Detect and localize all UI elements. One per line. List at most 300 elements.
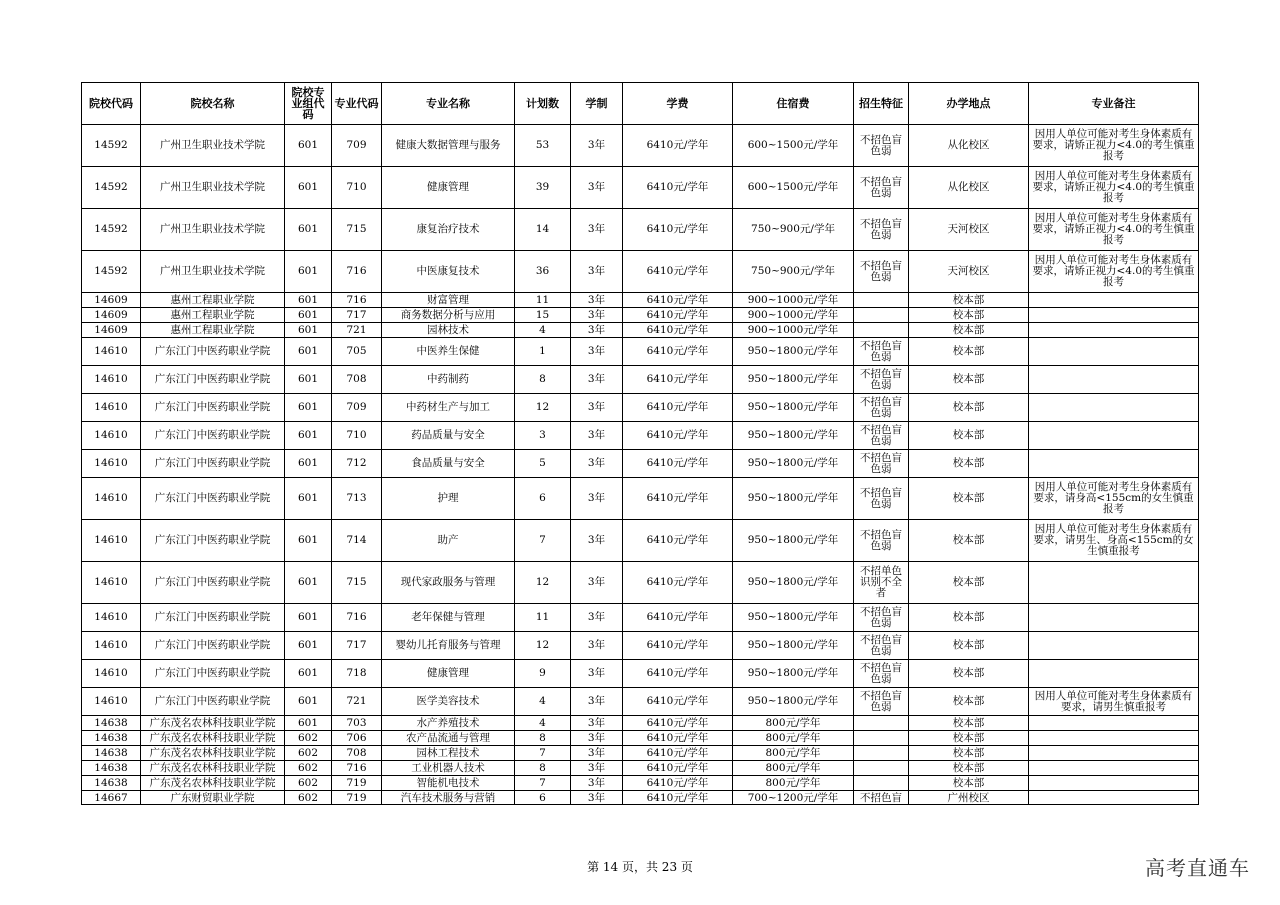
tuition-cell: 6410元/学年 bbox=[623, 761, 733, 776]
major-code-cell: 716 bbox=[332, 251, 382, 293]
campus-cell: 从化校区 bbox=[909, 125, 1029, 167]
tuition-cell: 6410元/学年 bbox=[623, 366, 733, 394]
group-code-cell: 601 bbox=[285, 167, 332, 209]
major-note-cell bbox=[1029, 761, 1199, 776]
admission-feature-cell: 不招色盲色弱 bbox=[854, 209, 909, 251]
group-code-cell: 601 bbox=[285, 394, 332, 422]
plan-count-cell: 8 bbox=[515, 761, 571, 776]
campus-cell: 校本部 bbox=[909, 688, 1029, 716]
admission-feature-cell: 不招色盲色弱 bbox=[854, 338, 909, 366]
table-row bbox=[82, 746, 1199, 761]
duration-cell: 3年 bbox=[571, 660, 623, 688]
header-cell: 专业备注 bbox=[1029, 83, 1199, 125]
major-name-cell: 智能机电技术 bbox=[382, 776, 515, 791]
group-code-cell: 601 bbox=[285, 308, 332, 323]
admission-feature-cell bbox=[854, 323, 909, 338]
group-code-cell: 601 bbox=[285, 688, 332, 716]
school-code-cell: 14610 bbox=[82, 632, 141, 660]
school-code-cell: 14610 bbox=[82, 422, 141, 450]
dorm-fee-cell: 600~1500元/学年 bbox=[733, 125, 854, 167]
plan-count-cell: 1 bbox=[515, 338, 571, 366]
admission-feature-cell bbox=[854, 716, 909, 731]
dorm-fee-cell: 950~1800元/学年 bbox=[733, 478, 854, 520]
tuition-cell: 6410元/学年 bbox=[623, 450, 733, 478]
school-name-cell: 广州卫生职业技术学院 bbox=[141, 209, 285, 251]
dorm-fee-cell: 750~900元/学年 bbox=[733, 209, 854, 251]
tuition-cell: 6410元/学年 bbox=[623, 338, 733, 366]
table-row bbox=[82, 791, 1199, 805]
table-header-row bbox=[82, 83, 1199, 125]
dorm-fee-cell: 950~1800元/学年 bbox=[733, 520, 854, 562]
table-row bbox=[82, 323, 1199, 338]
campus-cell: 校本部 bbox=[909, 450, 1029, 478]
plan-count-cell: 11 bbox=[515, 604, 571, 632]
school-name-cell: 广东江门中医药职业学院 bbox=[141, 632, 285, 660]
group-code-cell: 602 bbox=[285, 731, 332, 746]
tuition-cell: 6410元/学年 bbox=[623, 791, 733, 805]
group-code-cell: 601 bbox=[285, 323, 332, 338]
school-name-cell: 广东茂名农林科技职业学院 bbox=[141, 761, 285, 776]
admission-feature-cell: 不招色盲 bbox=[854, 791, 909, 805]
school-name-cell: 广州卫生职业技术学院 bbox=[141, 251, 285, 293]
table-row bbox=[82, 716, 1199, 731]
campus-cell: 校本部 bbox=[909, 478, 1029, 520]
plan-count-cell: 11 bbox=[515, 293, 571, 308]
major-code-cell: 708 bbox=[332, 366, 382, 394]
tuition-cell: 6410元/学年 bbox=[623, 422, 733, 450]
major-code-cell: 717 bbox=[332, 308, 382, 323]
major-note-cell bbox=[1029, 422, 1199, 450]
major-name-cell: 中药制药 bbox=[382, 366, 515, 394]
dorm-fee-cell: 950~1800元/学年 bbox=[733, 338, 854, 366]
duration-cell: 3年 bbox=[571, 308, 623, 323]
admission-feature-cell: 不招色盲色弱 bbox=[854, 125, 909, 167]
group-code-cell: 602 bbox=[285, 791, 332, 805]
admission-feature-cell: 不招色盲色弱 bbox=[854, 450, 909, 478]
campus-cell: 校本部 bbox=[909, 776, 1029, 791]
school-name-cell: 广东江门中医药职业学院 bbox=[141, 422, 285, 450]
plan-count-cell: 12 bbox=[515, 632, 571, 660]
group-code-cell: 601 bbox=[285, 632, 332, 660]
plan-count-cell: 6 bbox=[515, 791, 571, 805]
header-cell: 院校专业组代码 bbox=[285, 83, 332, 125]
campus-cell: 校本部 bbox=[909, 422, 1029, 450]
major-name-cell: 农产品流通与管理 bbox=[382, 731, 515, 746]
campus-cell: 天河校区 bbox=[909, 251, 1029, 293]
major-note-cell bbox=[1029, 660, 1199, 688]
dorm-fee-cell: 900~1000元/学年 bbox=[733, 293, 854, 308]
school-code-cell: 14592 bbox=[82, 167, 141, 209]
major-name-cell: 药品质量与安全 bbox=[382, 422, 515, 450]
plan-count-cell: 3 bbox=[515, 422, 571, 450]
major-code-cell: 710 bbox=[332, 422, 382, 450]
duration-cell: 3年 bbox=[571, 632, 623, 660]
duration-cell: 3年 bbox=[571, 791, 623, 805]
group-code-cell: 601 bbox=[285, 209, 332, 251]
major-note-cell bbox=[1029, 776, 1199, 791]
admission-feature-cell: 不招色盲色弱 bbox=[854, 422, 909, 450]
tuition-cell: 6410元/学年 bbox=[623, 209, 733, 251]
admission-feature-cell: 不招色盲色弱 bbox=[854, 251, 909, 293]
major-note-cell bbox=[1029, 308, 1199, 323]
tuition-cell: 6410元/学年 bbox=[623, 776, 733, 791]
table-row bbox=[82, 688, 1199, 716]
admission-feature-cell bbox=[854, 308, 909, 323]
major-name-cell: 医学美容技术 bbox=[382, 688, 515, 716]
admission-feature-cell bbox=[854, 776, 909, 791]
group-code-cell: 601 bbox=[285, 716, 332, 731]
dorm-fee-cell: 900~1000元/学年 bbox=[733, 308, 854, 323]
campus-cell: 校本部 bbox=[909, 746, 1029, 761]
plan-count-cell: 6 bbox=[515, 478, 571, 520]
major-code-cell: 708 bbox=[332, 746, 382, 761]
group-code-cell: 601 bbox=[285, 422, 332, 450]
major-code-cell: 721 bbox=[332, 323, 382, 338]
tuition-cell: 6410元/学年 bbox=[623, 731, 733, 746]
header-cell: 院校名称 bbox=[141, 83, 285, 125]
major-name-cell: 婴幼儿托育服务与管理 bbox=[382, 632, 515, 660]
admission-feature-cell bbox=[854, 761, 909, 776]
major-note-cell bbox=[1029, 604, 1199, 632]
table-row bbox=[82, 761, 1199, 776]
tuition-cell: 6410元/学年 bbox=[623, 308, 733, 323]
school-code-cell: 14592 bbox=[82, 251, 141, 293]
major-name-cell: 现代家政服务与管理 bbox=[382, 562, 515, 604]
campus-cell: 校本部 bbox=[909, 308, 1029, 323]
campus-cell: 校本部 bbox=[909, 660, 1029, 688]
duration-cell: 3年 bbox=[571, 776, 623, 791]
tuition-cell: 6410元/学年 bbox=[623, 167, 733, 209]
major-code-cell: 714 bbox=[332, 520, 382, 562]
admission-feature-cell: 不招色盲色弱 bbox=[854, 632, 909, 660]
table-row bbox=[82, 125, 1199, 167]
school-name-cell: 广东江门中医药职业学院 bbox=[141, 366, 285, 394]
duration-cell: 3年 bbox=[571, 562, 623, 604]
group-code-cell: 601 bbox=[285, 251, 332, 293]
header-cell: 招生特征 bbox=[854, 83, 909, 125]
dorm-fee-cell: 800元/学年 bbox=[733, 731, 854, 746]
major-note-cell: 因用人单位可能对考生身体素质有要求，请矫正视力<4.0的考生慎重报考 bbox=[1029, 167, 1199, 209]
header-cell: 计划数 bbox=[515, 83, 571, 125]
plan-count-cell: 15 bbox=[515, 308, 571, 323]
school-name-cell: 惠州工程职业学院 bbox=[141, 308, 285, 323]
school-code-cell: 14610 bbox=[82, 338, 141, 366]
duration-cell: 3年 bbox=[571, 478, 623, 520]
dorm-fee-cell: 950~1800元/学年 bbox=[733, 604, 854, 632]
school-name-cell: 惠州工程职业学院 bbox=[141, 323, 285, 338]
group-code-cell: 601 bbox=[285, 478, 332, 520]
campus-cell: 校本部 bbox=[909, 562, 1029, 604]
duration-cell: 3年 bbox=[571, 746, 623, 761]
table-row bbox=[82, 308, 1199, 323]
plan-count-cell: 39 bbox=[515, 167, 571, 209]
duration-cell: 3年 bbox=[571, 761, 623, 776]
major-name-cell: 健康管理 bbox=[382, 167, 515, 209]
tuition-cell: 6410元/学年 bbox=[623, 293, 733, 308]
duration-cell: 3年 bbox=[571, 688, 623, 716]
plan-count-cell: 7 bbox=[515, 776, 571, 791]
table-row bbox=[82, 660, 1199, 688]
table-row bbox=[82, 478, 1199, 520]
plan-count-cell: 4 bbox=[515, 688, 571, 716]
major-name-cell: 老年保健与管理 bbox=[382, 604, 515, 632]
page-number: 第 14 页，共 23 页 bbox=[587, 860, 693, 874]
major-name-cell: 中药材生产与加工 bbox=[382, 394, 515, 422]
admission-feature-cell: 不招色盲色弱 bbox=[854, 167, 909, 209]
major-note-cell bbox=[1029, 293, 1199, 308]
duration-cell: 3年 bbox=[571, 450, 623, 478]
duration-cell: 3年 bbox=[571, 323, 623, 338]
school-name-cell: 广东江门中医药职业学院 bbox=[141, 478, 285, 520]
dorm-fee-cell: 900~1000元/学年 bbox=[733, 323, 854, 338]
campus-cell: 校本部 bbox=[909, 604, 1029, 632]
major-code-cell: 715 bbox=[332, 562, 382, 604]
school-code-cell: 14609 bbox=[82, 323, 141, 338]
table-row bbox=[82, 338, 1199, 366]
group-code-cell: 601 bbox=[285, 604, 332, 632]
school-name-cell: 广东江门中医药职业学院 bbox=[141, 660, 285, 688]
tuition-cell: 6410元/学年 bbox=[623, 478, 733, 520]
watermark-logo-text: 高考直通车 bbox=[1145, 856, 1250, 880]
duration-cell: 3年 bbox=[571, 366, 623, 394]
table-row bbox=[82, 394, 1199, 422]
campus-cell: 校本部 bbox=[909, 293, 1029, 308]
school-name-cell: 广东茂名农林科技职业学院 bbox=[141, 776, 285, 791]
dorm-fee-cell: 750~900元/学年 bbox=[733, 251, 854, 293]
plan-count-cell: 36 bbox=[515, 251, 571, 293]
major-name-cell: 水产养殖技术 bbox=[382, 716, 515, 731]
tuition-cell: 6410元/学年 bbox=[623, 746, 733, 761]
tuition-cell: 6410元/学年 bbox=[623, 562, 733, 604]
group-code-cell: 602 bbox=[285, 761, 332, 776]
plan-count-cell: 9 bbox=[515, 660, 571, 688]
dorm-fee-cell: 950~1800元/学年 bbox=[733, 660, 854, 688]
major-code-cell: 713 bbox=[332, 478, 382, 520]
group-code-cell: 601 bbox=[285, 293, 332, 308]
campus-cell: 校本部 bbox=[909, 394, 1029, 422]
major-name-cell: 汽车技术服务与营销 bbox=[382, 791, 515, 805]
dorm-fee-cell: 800元/学年 bbox=[733, 761, 854, 776]
major-note-cell bbox=[1029, 746, 1199, 761]
admission-feature-cell: 不招色盲色弱 bbox=[854, 478, 909, 520]
admission-feature-cell: 不招色盲色弱 bbox=[854, 520, 909, 562]
duration-cell: 3年 bbox=[571, 338, 623, 366]
major-name-cell: 健康管理 bbox=[382, 660, 515, 688]
dorm-fee-cell: 800元/学年 bbox=[733, 746, 854, 761]
school-code-cell: 14667 bbox=[82, 791, 141, 805]
school-name-cell: 广东茂名农林科技职业学院 bbox=[141, 716, 285, 731]
table-row bbox=[82, 293, 1199, 308]
major-note-cell: 因用人单位可能对考生身体素质有要求，请男生、身高<155cm的女生慎重报考 bbox=[1029, 520, 1199, 562]
admission-feature-cell bbox=[854, 293, 909, 308]
table-row bbox=[82, 632, 1199, 660]
table-row bbox=[82, 209, 1199, 251]
admission-feature-cell bbox=[854, 731, 909, 746]
header-cell: 学制 bbox=[571, 83, 623, 125]
campus-cell: 从化校区 bbox=[909, 167, 1029, 209]
major-name-cell: 护理 bbox=[382, 478, 515, 520]
major-name-cell: 园林技术 bbox=[382, 323, 515, 338]
major-name-cell: 助产 bbox=[382, 520, 515, 562]
major-note-cell: 因用人单位可能对考生身体素质有要求，请矫正视力<4.0的考生慎重报考 bbox=[1029, 209, 1199, 251]
school-code-cell: 14610 bbox=[82, 688, 141, 716]
campus-cell: 校本部 bbox=[909, 323, 1029, 338]
table-row bbox=[82, 251, 1199, 293]
major-name-cell: 工业机器人技术 bbox=[382, 761, 515, 776]
header-cell: 住宿费 bbox=[733, 83, 854, 125]
group-code-cell: 601 bbox=[285, 562, 332, 604]
school-name-cell: 广东江门中医药职业学院 bbox=[141, 450, 285, 478]
plan-count-cell: 53 bbox=[515, 125, 571, 167]
table-row bbox=[82, 450, 1199, 478]
dorm-fee-cell: 950~1800元/学年 bbox=[733, 562, 854, 604]
duration-cell: 3年 bbox=[571, 209, 623, 251]
major-name-cell: 中医养生保健 bbox=[382, 338, 515, 366]
admission-feature-cell: 不招色盲色弱 bbox=[854, 688, 909, 716]
major-name-cell: 康复治疗技术 bbox=[382, 209, 515, 251]
school-name-cell: 广州卫生职业技术学院 bbox=[141, 167, 285, 209]
tuition-cell: 6410元/学年 bbox=[623, 125, 733, 167]
major-note-cell bbox=[1029, 338, 1199, 366]
group-code-cell: 601 bbox=[285, 366, 332, 394]
school-code-cell: 14610 bbox=[82, 660, 141, 688]
header-cell: 办学地点 bbox=[909, 83, 1029, 125]
school-code-cell: 14610 bbox=[82, 520, 141, 562]
dorm-fee-cell: 950~1800元/学年 bbox=[733, 422, 854, 450]
major-code-cell: 716 bbox=[332, 761, 382, 776]
duration-cell: 3年 bbox=[571, 167, 623, 209]
campus-cell: 校本部 bbox=[909, 632, 1029, 660]
major-code-cell: 709 bbox=[332, 125, 382, 167]
plan-count-cell: 5 bbox=[515, 450, 571, 478]
duration-cell: 3年 bbox=[571, 604, 623, 632]
school-code-cell: 14610 bbox=[82, 478, 141, 520]
school-name-cell: 广东江门中医药职业学院 bbox=[141, 688, 285, 716]
duration-cell: 3年 bbox=[571, 251, 623, 293]
major-code-cell: 709 bbox=[332, 394, 382, 422]
major-note-cell bbox=[1029, 716, 1199, 731]
plan-count-cell: 4 bbox=[515, 323, 571, 338]
group-code-cell: 601 bbox=[285, 125, 332, 167]
major-code-cell: 715 bbox=[332, 209, 382, 251]
admission-feature-cell: 不招色盲色弱 bbox=[854, 366, 909, 394]
group-code-cell: 601 bbox=[285, 338, 332, 366]
tuition-cell: 6410元/学年 bbox=[623, 688, 733, 716]
major-code-cell: 717 bbox=[332, 632, 382, 660]
campus-cell: 校本部 bbox=[909, 731, 1029, 746]
campus-cell: 校本部 bbox=[909, 716, 1029, 731]
tuition-cell: 6410元/学年 bbox=[623, 323, 733, 338]
duration-cell: 3年 bbox=[571, 125, 623, 167]
header-cell: 院校代码 bbox=[82, 83, 141, 125]
plan-count-cell: 7 bbox=[515, 746, 571, 761]
dorm-fee-cell: 800元/学年 bbox=[733, 776, 854, 791]
major-code-cell: 706 bbox=[332, 731, 382, 746]
major-note-cell bbox=[1029, 632, 1199, 660]
table-row bbox=[82, 776, 1199, 791]
school-name-cell: 广东江门中医药职业学院 bbox=[141, 394, 285, 422]
school-name-cell: 广东财贸职业学院 bbox=[141, 791, 285, 805]
tuition-cell: 6410元/学年 bbox=[623, 632, 733, 660]
major-note-cell: 因用人单位可能对考生身体素质有要求，请矫正视力<4.0的考生慎重报考 bbox=[1029, 251, 1199, 293]
major-name-cell: 中医康复技术 bbox=[382, 251, 515, 293]
major-name-cell: 健康大数据管理与服务 bbox=[382, 125, 515, 167]
dorm-fee-cell: 950~1800元/学年 bbox=[733, 450, 854, 478]
major-note-cell bbox=[1029, 562, 1199, 604]
group-code-cell: 601 bbox=[285, 660, 332, 688]
major-name-cell: 园林工程技术 bbox=[382, 746, 515, 761]
header-cell: 学费 bbox=[623, 83, 733, 125]
major-code-cell: 716 bbox=[332, 604, 382, 632]
dorm-fee-cell: 800元/学年 bbox=[733, 716, 854, 731]
table-row bbox=[82, 604, 1199, 632]
group-code-cell: 602 bbox=[285, 776, 332, 791]
major-code-cell: 718 bbox=[332, 660, 382, 688]
major-code-cell: 712 bbox=[332, 450, 382, 478]
school-code-cell: 14610 bbox=[82, 562, 141, 604]
major-name-cell: 食品质量与安全 bbox=[382, 450, 515, 478]
school-code-cell: 14638 bbox=[82, 746, 141, 761]
major-note-cell: 因用人单位可能对考生身体素质有要求，请男生慎重报考 bbox=[1029, 688, 1199, 716]
tuition-cell: 6410元/学年 bbox=[623, 604, 733, 632]
plan-count-cell: 8 bbox=[515, 366, 571, 394]
major-note-cell bbox=[1029, 323, 1199, 338]
header-cell: 专业名称 bbox=[382, 83, 515, 125]
school-code-cell: 14610 bbox=[82, 604, 141, 632]
group-code-cell: 601 bbox=[285, 520, 332, 562]
school-code-cell: 14638 bbox=[82, 761, 141, 776]
school-name-cell: 广东江门中医药职业学院 bbox=[141, 338, 285, 366]
major-code-cell: 719 bbox=[332, 791, 382, 805]
school-code-cell: 14638 bbox=[82, 731, 141, 746]
school-name-cell: 广东江门中医药职业学院 bbox=[141, 520, 285, 562]
group-code-cell: 601 bbox=[285, 450, 332, 478]
tuition-cell: 6410元/学年 bbox=[623, 660, 733, 688]
table-row bbox=[82, 731, 1199, 746]
dorm-fee-cell: 950~1800元/学年 bbox=[733, 366, 854, 394]
admission-feature-cell: 不招色盲色弱 bbox=[854, 604, 909, 632]
dorm-fee-cell: 950~1800元/学年 bbox=[733, 394, 854, 422]
major-note-cell: 因用人单位可能对考生身体素质有要求，请矫正视力<4.0的考生慎重报考 bbox=[1029, 125, 1199, 167]
duration-cell: 3年 bbox=[571, 716, 623, 731]
school-code-cell: 14609 bbox=[82, 308, 141, 323]
plan-count-cell: 14 bbox=[515, 209, 571, 251]
major-code-cell: 716 bbox=[332, 293, 382, 308]
dorm-fee-cell: 700~1200元/学年 bbox=[733, 791, 854, 805]
header-cell: 专业代码 bbox=[332, 83, 382, 125]
school-code-cell: 14592 bbox=[82, 209, 141, 251]
duration-cell: 3年 bbox=[571, 731, 623, 746]
plan-count-cell: 12 bbox=[515, 394, 571, 422]
school-code-cell: 14638 bbox=[82, 776, 141, 791]
school-name-cell: 广东茂名农林科技职业学院 bbox=[141, 731, 285, 746]
campus-cell: 校本部 bbox=[909, 338, 1029, 366]
major-note-cell bbox=[1029, 366, 1199, 394]
table-row bbox=[82, 167, 1199, 209]
school-code-cell: 14609 bbox=[82, 293, 141, 308]
school-code-cell: 14610 bbox=[82, 450, 141, 478]
plan-count-cell: 12 bbox=[515, 562, 571, 604]
campus-cell: 校本部 bbox=[909, 761, 1029, 776]
dorm-fee-cell: 600~1500元/学年 bbox=[733, 167, 854, 209]
admission-feature-cell: 不招单色识别不全者 bbox=[854, 562, 909, 604]
major-code-cell: 719 bbox=[332, 776, 382, 791]
group-code-cell: 602 bbox=[285, 746, 332, 761]
duration-cell: 3年 bbox=[571, 520, 623, 562]
plan-count-cell: 8 bbox=[515, 731, 571, 746]
major-code-cell: 721 bbox=[332, 688, 382, 716]
plan-count-cell: 7 bbox=[515, 520, 571, 562]
